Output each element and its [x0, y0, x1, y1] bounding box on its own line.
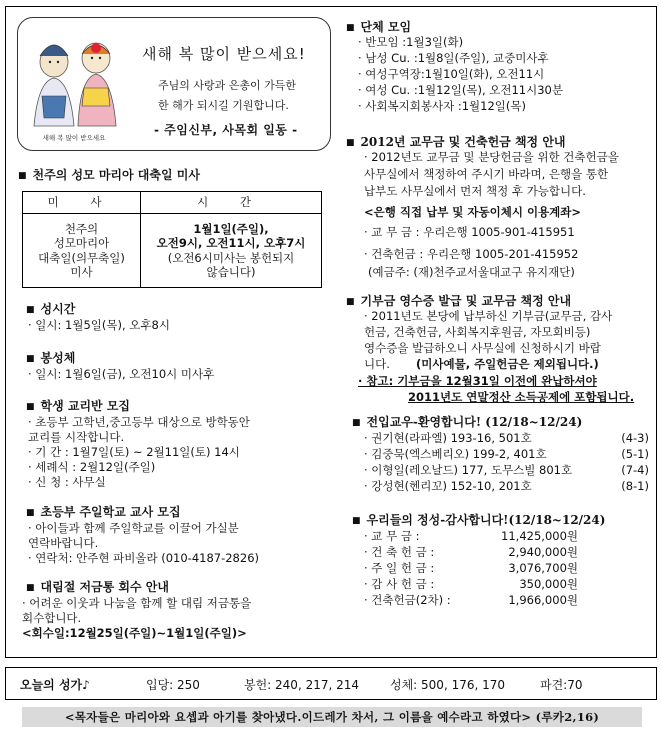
table-header-mass: 미 사: [23, 192, 141, 214]
mass-time-cell: [141, 214, 322, 288]
receipt-note: · 참고: 기부금을 12월31일 이전에 완납하셔야: [358, 374, 597, 388]
mass-name-line: 미사: [70, 264, 93, 279]
student-class-line: · 신 청 : 사무실: [28, 475, 106, 489]
receipt-line: · 2011년도 본당에 납부하신 기부금(교무금, 감사: [364, 309, 613, 323]
newcomer-row: · 권기현(라파엘) 193-16, 501호: [364, 431, 532, 445]
sunday-school-line: · 아이들과 함께 주일학교를 이끌어 가실분: [28, 521, 239, 535]
account-holder: (예금주: (재)천주교서울대교구 유지재단): [368, 265, 575, 279]
offering-amount: 3,076,700원: [508, 561, 578, 575]
hymn-recessional: 파견:70: [540, 678, 583, 692]
offering-label: · 교 무 금 :: [364, 529, 420, 543]
mass-name-line: 대축일(의무축일): [38, 250, 125, 265]
receipt-line: 헌금, 건축헌금, 사회복지후원금, 자모회비등): [364, 325, 591, 339]
group-meeting-line: · 반모임 :1월3일(화): [358, 35, 464, 49]
group-meeting-line: · 여성구역장:1월10일(화), 오전11시: [358, 67, 545, 81]
hymn-entrance: 입당: 250: [146, 678, 200, 692]
mass-name-cell: [23, 214, 141, 288]
mass-name-line: 성모마리아: [53, 236, 110, 251]
illustration-caption: 새해 복 많이 받으세요: [42, 134, 106, 142]
offering-label: · 건축헌금(2차) :: [364, 593, 451, 607]
greeting-line: 주님의 사랑과 은총이 가득한: [158, 79, 297, 92]
hymn-offertory: 봉헌: 240, 217, 214: [244, 678, 360, 692]
holy-hour-line: · 일시: 1월5일(목), 오후8시: [28, 318, 170, 332]
mary-mass-heading: ■ 천주의 성모 마리아 대축일 미사: [18, 167, 200, 183]
holy-hour-heading: ■ 성시간: [26, 301, 75, 317]
offering-label: · 주 일 헌 금 :: [364, 561, 435, 575]
group-meetings-heading: ■ 단체 모임: [346, 19, 411, 35]
group-meeting-line: · 사회복지회봉사자 :1월12일(목): [358, 99, 526, 113]
hymn-communion: 성체: 500, 176, 170: [390, 678, 506, 692]
mass-note-line: 않습니다): [206, 264, 256, 279]
offering-label: · 감 사 헌 금 :: [364, 577, 435, 591]
dues-line: · 2012년도 교무금 및 분당헌금을 위한 건축헌금을: [364, 150, 619, 164]
left-column: [12, 13, 334, 653]
offering-amount: 1,966,000원: [508, 593, 578, 607]
table-header-time: 시 간: [141, 192, 322, 214]
group-meeting-line: · 여성 Cu. :1월12일(목), 오전11시30분: [358, 83, 563, 97]
mass-time-line: 1월1일(주일),: [193, 221, 269, 236]
bulletin-frame: [5, 6, 657, 658]
offering-amount: 350,000원: [519, 577, 578, 591]
mary-mass-table: [22, 191, 322, 288]
sunday-school-heading: ■ 초등부 주일학교 교사 모집: [26, 504, 181, 520]
receipt-note: 2011년도 연말정산 소득공제에 포함됩니다.: [408, 390, 635, 404]
bank-account-dues: · 교 무 금 : 우리은행 1005-901-415951: [364, 225, 575, 239]
receipt-excluded: (미사예물, 주일헌금은 제외됩니다.): [416, 357, 599, 371]
new-year-couple-illustration: [24, 26, 124, 146]
student-class-line: · 세례식 : 2월12일(주일): [28, 460, 156, 474]
greeting-body: [158, 76, 328, 116]
hymn-label: 오늘의 성가♪: [20, 678, 90, 692]
communion-visit-line: · 일시: 1월6일(금), 오전10시 미사후: [28, 367, 215, 381]
newcomer-area: (5-1): [621, 447, 649, 461]
mass-note-line: (오전6시미사는 봉헌되지: [167, 250, 295, 265]
receipt-heading: ■ 기부금 영수증 발급 및 교무금 책정 안내: [346, 293, 571, 309]
greeting-line: 한 해가 되시길 기원합니다.: [158, 98, 289, 112]
hymn-bar: [5, 667, 657, 700]
group-meeting-line: · 남성 Cu. :1월8일(주일), 교중미사후: [358, 51, 549, 65]
communion-visit-heading: ■ 봉성체: [26, 350, 75, 366]
mass-time-line: 오전9시, 오전11시, 오후7시: [156, 236, 306, 251]
student-class-line: · 기 간 : 1월7일(토) ~ 2월11일(토) 14시: [28, 445, 240, 459]
sunday-school-line: 연락바랍니다.: [28, 536, 99, 550]
scripture-quote: <목자들은 마리아와 요셉과 아기를 찾아냈다.이드레가 차서, 그 이름을 예수라고 하였다> (루카2,16): [22, 707, 642, 727]
newcomer-area: (7-4): [621, 463, 649, 477]
newcomers-heading: ■ 전입교우-환영합니다! (12/18~12/24): [352, 414, 582, 430]
greeting-card: [17, 17, 331, 151]
dues-line: 납부도 사무실에서 먼저 책정 후 가능합니다.: [364, 184, 586, 198]
greeting-title: 새해 복 많이 받으세요!: [142, 45, 306, 63]
newcomer-row: · 김중묵(엑스베리오) 199-2, 401호: [364, 447, 547, 461]
receipt-line: 니다.: [364, 357, 390, 371]
newcomer-area: (8-1): [621, 479, 649, 493]
dues-line: 사무실에서 책정하여 주시기 바라며, 은행을 통한: [364, 167, 609, 181]
bank-account-title: <은행 직접 납부 및 자동이체시 이용계좌>: [364, 205, 582, 219]
offering-label: · 건 축 헌 금 :: [364, 545, 435, 559]
newcomer-row: · 이형일(레오날드) 177, 도무스빌 801호: [364, 463, 573, 477]
piggy-bank-date: <회수일:12월25일(주일)~1월1일(주일)>: [22, 626, 247, 640]
student-class-line: · 초등부 고학년,중고등부 대상으로 방학동안: [28, 415, 250, 429]
piggy-bank-heading: ■ 대림절 저금통 회수 안내: [26, 579, 169, 595]
mass-name-line: 천주의: [64, 221, 99, 236]
bank-account-building: · 건축헌금 : 우리은행 1005-201-415952: [364, 247, 579, 261]
dues-heading: ■ 2012년 교무금 및 건축헌금 책정 안내: [346, 134, 566, 150]
student-class-line: 교리를 시작합니다.: [28, 430, 125, 444]
offering-amount: 2,940,000원: [508, 545, 578, 559]
piggy-bank-line: 회수합니다.: [22, 611, 82, 625]
greeting-signature: - 주임신부, 사목회 일동 -: [154, 123, 298, 137]
newcomer-row: · 강성현(헨리꼬) 152-10, 201호: [364, 479, 532, 493]
sunday-school-line: · 연락처: 안주현 파비올라 (010-4187-2826): [28, 551, 259, 565]
right-column: [346, 13, 654, 653]
receipt-line: 영수증을 발급하오니 사무실에 신청하시기 바랍: [364, 341, 601, 355]
student-class-heading: ■ 학생 교리반 모집: [26, 398, 130, 414]
offerings-heading: ■ 우리들의 정성-감사합니다!(12/18~12/24): [352, 512, 605, 528]
piggy-bank-line: · 어려운 이웃과 나눔을 함께 할 대림 저금통을: [22, 596, 252, 610]
offering-amount: 11,425,000원: [501, 529, 578, 543]
newcomer-area: (4-3): [621, 431, 649, 445]
